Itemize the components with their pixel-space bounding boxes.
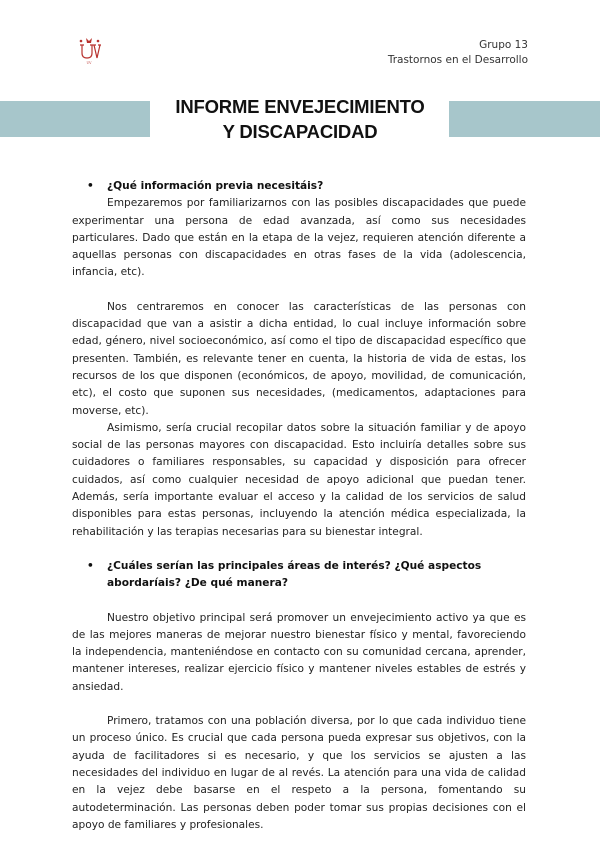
title-line-1: INFORME ENVEJECIMIENTO: [175, 96, 425, 117]
document-title: [150, 94, 450, 144]
section-heading-1: • ¿Qué información previa necesitáis?: [72, 178, 526, 195]
title-band-right: [449, 101, 600, 137]
university-logo: [72, 36, 106, 66]
title-line-2: Y DISCAPACIDAD: [222, 121, 378, 142]
document-body: [72, 178, 526, 834]
paragraph: Nos centraremos en conocer las características de las personas con discapacidad que van a asistir a dicha entidad, lo cual incluye información sobre edad, género, nivel socioeconómico, así como el tipo de discapacidad específico que presenten. También, es relevante tener en cuenta, la historia de vida de estas, los recursos de los que disponen (económicos, de apoyo, movilidad, de comunicación, etc), el costo que suponen sus necesidades, (medicamentos, adaptaciones para moverse, etc).: [72, 300, 526, 417]
svg-text:UV: UV: [86, 61, 92, 65]
paragraph: Empezaremos por familiarizarnos con las posibles discapacidades que puede experimentar una persona de edad avanzada, así como sus necesidades particulares. Dado que están en la etapa de la vejez, requieren atención diferente a aquellas personas con discapacidades en otras fases de la vida (adolescencia, infancia, etc).: [72, 197, 526, 279]
subject-label: Trastornos en el Desarrollo: [387, 54, 528, 66]
paragraph: Nuestro objetivo principal será promover un envejecimiento activo ya que es de las mejores maneras de mejorar nuestro bienestar físico y mental, favoreciendo la independencia, manteniéndose en contacto con su comunidad cercana, aprender, mantener intereses, realizar ejercicio físico y mantener niveles estables de estrés y ansiedad.: [72, 611, 526, 693]
paragraph: Primero, tratamos con una población diversa, por lo que cada individuo tiene un proceso único. Es crucial que cada persona pueda expresar sus objetivos, con la ayuda de facilitadores si es necesario, y que los servicios se ajusten a las necesidades del individuo en lugar de al revés. La atención para una vida de calidad en la vejez debe basarse en el respeto a la persona, fomentando su autodeterminación. Las personas deben poder tomar sus propias decisiones con el apoyo de familiares y profesionales.: [72, 715, 526, 831]
title-band-left: [0, 101, 150, 137]
paragraph: Asimismo, sería crucial recopilar datos sobre la situación familiar y de apoyo social de las personas mayores con discapacidad. Esto incluiría detalles sobre sus cuidadores o familiares responsables, su capacidad y disposición para ofrecer cuidados, así como cualquier necesidad de apoyo adicional que puedan tener. Además, sería importante evaluar el acceso y la calidad de los servicios de salud disponibles para estas personas, incluyendo la atención médica especializada, la rehabilitación y las terapias necesarias para su bienestar integral.: [72, 421, 526, 538]
section-heading-2: • ¿Cuáles serían las principales áreas de interés? ¿Qué aspectos abordaríais? ¿De qué manera?: [72, 558, 526, 593]
group-label: Grupo 13: [479, 39, 528, 51]
page-header: [388, 38, 528, 68]
